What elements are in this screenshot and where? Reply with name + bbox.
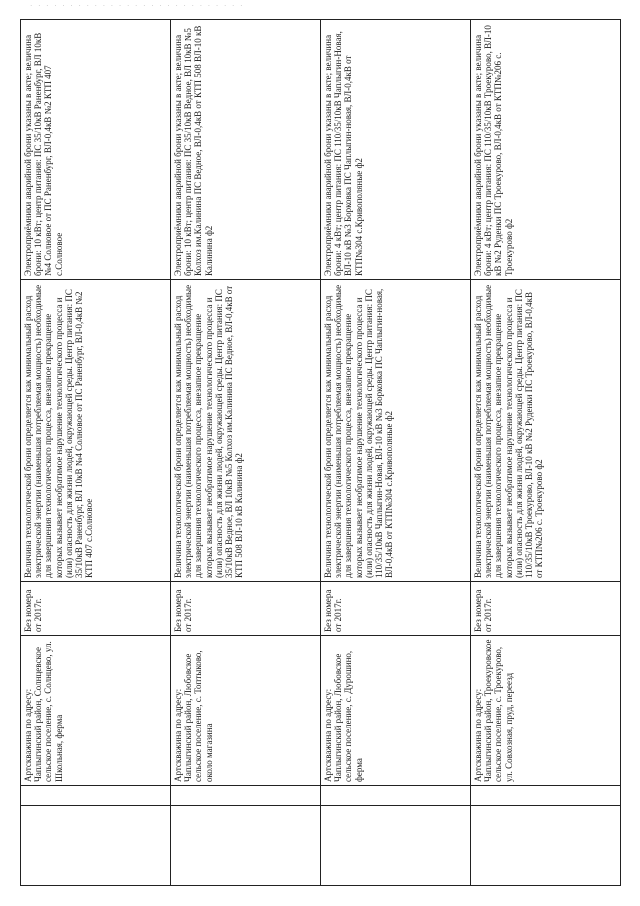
table-row: [171, 20, 321, 886]
location-cell: [21, 636, 171, 786]
emergency-reserve-cell: [171, 20, 321, 280]
empty-cell: [321, 786, 471, 806]
rotated-table-wrapper: [20, 20, 620, 886]
reserve-table: [20, 19, 621, 886]
emergency-reserve-cell: [321, 20, 471, 280]
document-cell: [171, 582, 321, 636]
emergency-reserve-text: Электроприёмники аварийной брони указаны в акте; величина брони: 10 кВт; центр питания: ПС 35/10кВ Ведное, ВЛ 10кВ №5 Колхоз им.Калинина ПС Ведное, ВЛ-0,4кВ от КТП 508 ВЛ-10 кВ Калинина ф2: [173, 25, 214, 276]
document-cell: [471, 582, 621, 636]
emergency-reserve-text: Электроприёмники аварийной брони указаны в акте; величина брони: 4 кВт; центр питания: ПС 110/35/10кВ Чаплыгин-Новая, ВЛ-10 кВ №3 Борковка ПС Чаплыгин-новая, ВЛ-0,4кВ от КТП№304 с.Кривополяные ф2: [323, 31, 364, 276]
tech-reserve-cell: [21, 280, 171, 582]
tech-reserve-cell: [171, 280, 321, 582]
location-text: Артскважина по адресу: Чаплыгинский район, Солнцевское сельское поселение, с. Солнцево, ул. Школьная, ферма: [23, 641, 64, 782]
tech-reserve-cell: [321, 280, 471, 582]
tech-reserve-text: Величина технологической брони определяется как минимальный расход электрической энергии (наименьшая потребляемая мощность) необходимые для завершения технологического процесса, внезапное прекращение которых вызывает необратимое нарушение технологического процесса и (или) опасность для жизни людей, окружающей среды. Центр питания: ПС 35/10кВ Ведное, ВЛ 10кВ №5 Колхоз им.Калинина ПС Ведное, ВЛ-0,4кВ от КТП 508 ВЛ-10 кВ Калинина ф2: [173, 284, 245, 578]
table-row: [321, 20, 471, 886]
scan-header-marks: · · · · · · · · · · · · · · · · · · · · · · · · · · ·: [30, 2, 245, 10]
empty-cell: [21, 786, 171, 806]
location-cell: [321, 636, 471, 786]
document-text: Без номера от 2017г.: [23, 589, 44, 632]
location-text: Артскважина по адресу: Чаплыгинский район, Любовское сельское поселение, с. Топтыково, около магазина: [173, 650, 214, 782]
location-text: Артскважина по адресу: Чаплыгинский район, Троекуровское сельское поселение, с. Троекурово, ул. Совхозная, пруд, переезд: [473, 639, 514, 782]
location-cell: [171, 636, 321, 786]
emergency-reserve-text: Электроприёмники аварийной брони указаны в акте; величина брони: 4 кВт; центр питания: ПС 110/35/10кВ Троекурово, ВЛ-10 кВ №2 Руденки ПС Троекурово, ВЛ-0,4кВ от КТП№206 с. Троекурово ф2: [473, 25, 514, 276]
empty-cell: [471, 786, 621, 806]
empty-cell: [171, 806, 321, 886]
tech-reserve-cell: [471, 280, 621, 582]
emergency-reserve-text: Электроприёмники аварийной брони указаны в акте; величина брони: 10 кВт; центр питания: ПС 35/10кВ Раненбург, ВЛ 10кВ №4 Солновое от ПС Раненбург, ВЛ-0,4кВ №2 КТП 407 с.Солновое: [23, 32, 64, 276]
document-text: Без номера от 2017г.: [323, 589, 344, 632]
empty-cell: [321, 806, 471, 886]
table-row: [471, 20, 621, 886]
location-cell: [471, 636, 621, 786]
tech-reserve-text: Величина технологической брони определяется как минимальный расход электрической энергии (наименьшая потребляемая мощность) необходимые для завершения технологического процесса, внезапное прекращение которых вызывает необратимое нарушение технологического процесса и (или) опасность для жизни людей, окружающей среды. Центр питания: ПС 110/35/10кВ Чаплыгин-Новая, ВЛ-10 кВ №3 Борковка ПС Чаплыгин-новая, ВЛ-0,4кВ от КТП№304 с.Кривополяные ф2: [323, 284, 395, 578]
document-text: Без номера от 2017г.: [473, 589, 494, 632]
document-text: Без номера от 2017г.: [173, 589, 194, 632]
document-cell: [21, 582, 171, 636]
location-text: Артскважина по адресу: Чаплыгинский район, Любовское сельское поселение, с. Дурошино, ферма: [323, 650, 364, 782]
emergency-reserve-cell: [21, 20, 171, 280]
tech-reserve-text: Величина технологической брони определяется как минимальный расход электрической энергии (наименьшая потребляемая мощность) необходимые для завершения технологического процесса, внезапное прекращение которых вызывает необратимое нарушение технологического процесса и (или) опасность для жизни людей, окружающей среды. Центр питания: ПС 35/10кВ Раненбург, ВЛ 10кВ №4 Солновое от ПС Раненбург, ВЛ-0,4кВ №2 КТП 407 с.Солновое: [23, 284, 95, 578]
document-cell: [321, 582, 471, 636]
table-row: [21, 20, 171, 886]
empty-cell: [21, 806, 171, 886]
tech-reserve-text: Величина технологической брони определяется как минимальный расход электрической энергии (наименьшая потребляемая мощность) необходимые для завершения технологического процесса, внезапное прекращение которых вызывает необратимое нарушение технологического процесса и (или) опасность для жизни людей, окружающей среды. Центр питания: ПС 110/35/10кВ Троекурово, ВЛ-10 кВ №2 Руденки ПС Троекурово, ВЛ-0,4кВ от КТП№206 с. Троекурово ф2: [473, 284, 545, 578]
empty-cell: [471, 806, 621, 886]
emergency-reserve-cell: [471, 20, 621, 280]
empty-cell: [171, 786, 321, 806]
